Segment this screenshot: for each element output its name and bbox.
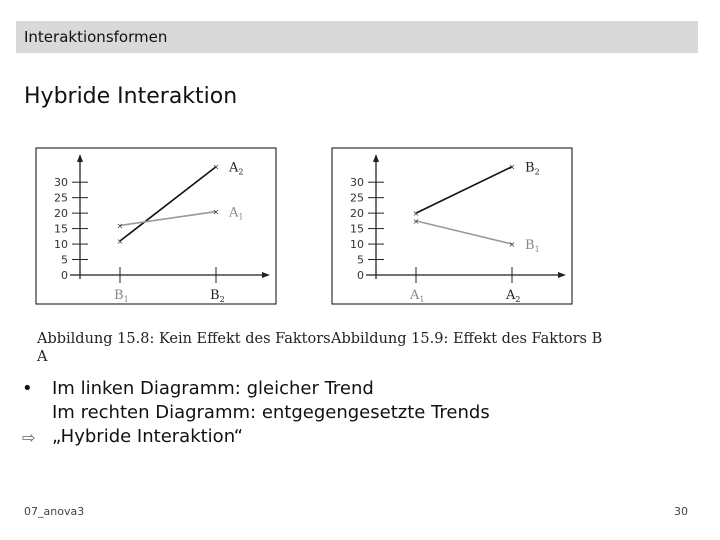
- y-tick-label: 25: [54, 191, 68, 205]
- series-label-A2: $A_2$: [229, 160, 244, 177]
- footer-left: 07_anova3: [24, 505, 85, 518]
- series-line-A2: [120, 167, 216, 241]
- x-tick-label: $B_1$: [114, 288, 129, 304]
- x-tick-label: $B_2$: [210, 288, 225, 304]
- figure-right: [330, 146, 574, 306]
- bullet-dot-icon: •: [22, 378, 33, 399]
- caption-left-line1: Abbildung 15.8: Kein Effekt des Faktors: [37, 331, 331, 347]
- x-tick-label: $A_2$: [506, 288, 521, 304]
- y-tick-label: 15: [54, 222, 68, 236]
- arrow-item: [22, 425, 490, 450]
- bullet-text-2: Im rechten Diagramm: entgegengesetzte Trends: [52, 402, 490, 423]
- series-line-B1: [416, 221, 512, 244]
- series-line-B2: [416, 167, 512, 213]
- data-point-B2: ×: [412, 209, 420, 219]
- figure-left: [34, 146, 278, 306]
- y-tick-label: 30: [54, 176, 68, 190]
- footer-page-number: 30: [674, 505, 688, 518]
- y-tick-label: 5: [61, 253, 68, 267]
- bullet-item: [22, 377, 490, 401]
- right-arrow-icon: ⇨: [22, 428, 36, 447]
- x-tick-label: $A_1$: [410, 288, 425, 304]
- caption-right-line1: Abbildung 15.9: Effekt des Faktors B: [331, 331, 603, 347]
- y-tick-label: 20: [350, 207, 364, 221]
- data-point-B2: ×: [508, 162, 516, 172]
- caption-left: [37, 330, 331, 366]
- chart-left: [34, 146, 278, 306]
- y-axis-arrow-icon: [373, 154, 379, 162]
- y-tick-label: 10: [350, 238, 364, 252]
- chart-right: [330, 146, 574, 306]
- bullet-text-1: Im linken Diagramm: gleicher Trend: [52, 378, 374, 399]
- y-tick-label: 0: [357, 269, 364, 282]
- series-line-A1: [120, 212, 216, 226]
- x-axis-arrow-icon: [558, 272, 566, 278]
- data-point-A2: ×: [116, 236, 124, 246]
- caption-right: [331, 330, 602, 348]
- header-bar: [16, 21, 698, 53]
- data-point-A1: ×: [212, 207, 220, 217]
- data-point-B1: ×: [412, 216, 420, 226]
- data-point-A2: ×: [212, 162, 220, 172]
- y-tick-label: 10: [54, 238, 68, 252]
- y-tick-label: 20: [54, 207, 68, 221]
- series-label-B2: $B_2$: [525, 160, 540, 177]
- slide-title: Hybride Interaktion: [24, 84, 238, 109]
- y-tick-label: 30: [350, 176, 364, 190]
- caption-left-line2: A: [37, 349, 48, 365]
- arrow-text: „Hybride Interaktion“: [52, 426, 244, 447]
- x-axis-arrow-icon: [262, 272, 270, 278]
- y-tick-label: 15: [350, 222, 364, 236]
- y-axis-arrow-icon: [77, 154, 83, 162]
- bullet-continuation: [22, 401, 490, 425]
- y-tick-label: 5: [357, 253, 364, 267]
- data-point-A1: ×: [116, 221, 124, 231]
- data-point-B1: ×: [508, 240, 516, 250]
- header-title: Interaktionsformen: [24, 28, 168, 46]
- y-tick-label: 25: [350, 191, 364, 205]
- bullet-list: [22, 377, 490, 450]
- series-label-A1: $A_1$: [229, 205, 244, 222]
- y-tick-label: 0: [61, 269, 68, 282]
- series-label-B1: $B_1$: [525, 238, 540, 255]
